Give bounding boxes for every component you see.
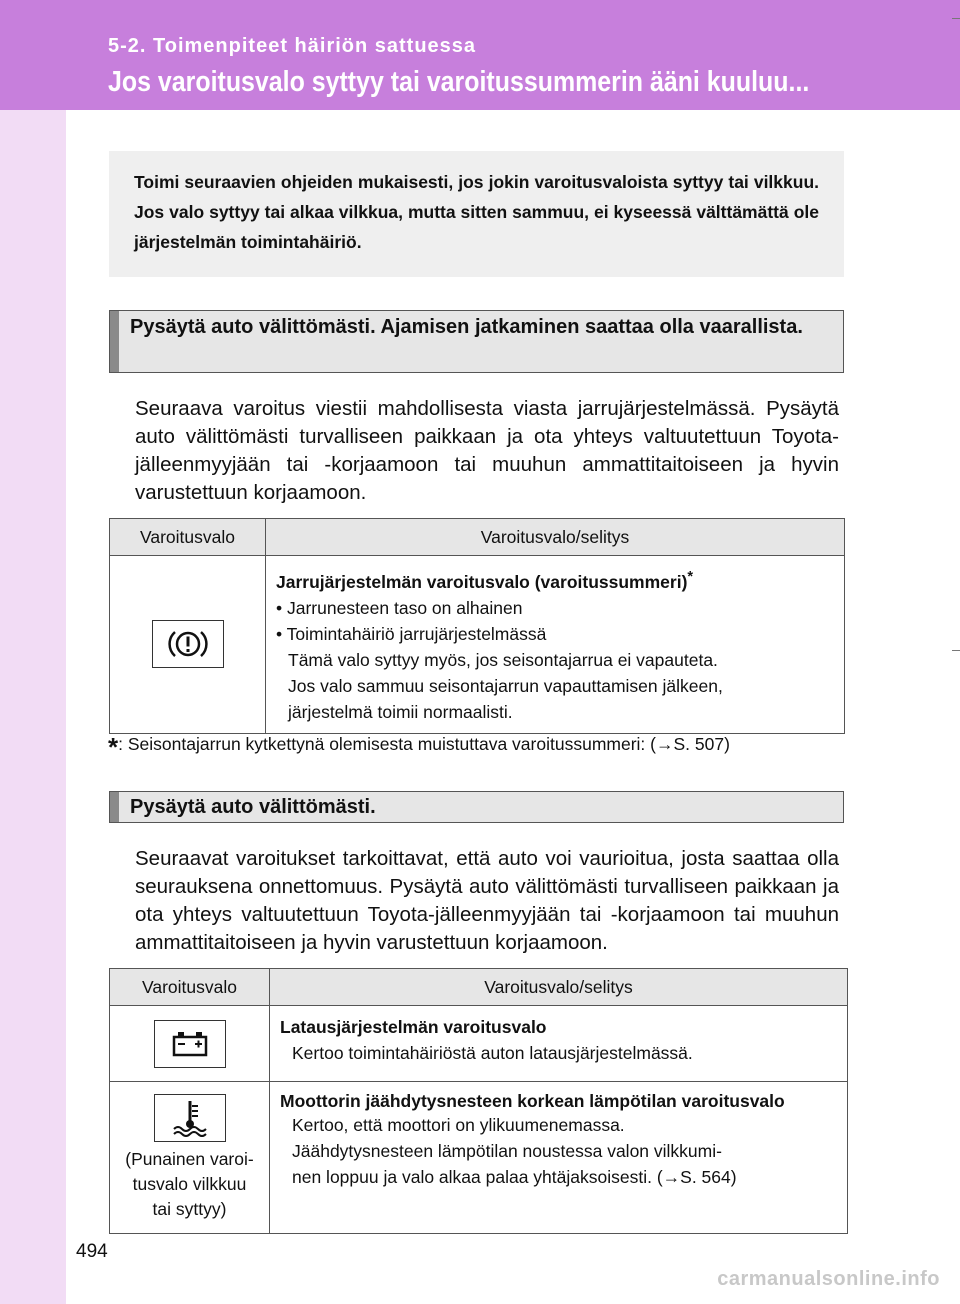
table-row <box>110 1006 848 1082</box>
col-header-description: Varoitusvalo/selitys <box>266 519 845 556</box>
brake-warning-icon <box>152 620 224 668</box>
light-title: Jarrujärjestelmän varoitusvalo (varoitussummeri)* <box>276 569 694 592</box>
warning-table-1 <box>109 518 845 734</box>
side-strip <box>0 110 66 1304</box>
header-band <box>0 0 960 110</box>
warning-table-2 <box>109 968 848 1234</box>
battery-warning-icon <box>154 1020 226 1068</box>
icon-cell <box>110 556 266 734</box>
description-cell <box>270 1082 848 1234</box>
table-row <box>110 556 845 734</box>
section2-heading: Pysäytä auto välittömästi. <box>109 791 844 823</box>
description-line: Jäähdytysnesteen lämpötilan noustessa valon vilkkumi- <box>292 1141 722 1161</box>
col-header-light: Varoitusvalo <box>110 969 270 1006</box>
bullet-item: • Jarrunesteen taso on alhainen <box>276 597 523 618</box>
section1-paragraph: Seuraava varoitus viestii mahdollisesta viasta jarrujärjestelmässä. Pysäytä auto välittömästi turvalliseen paikkaan ja ota yhteys valtuutettuun Toyota-jälleenmyyjään tai -korjaamoon tai muuhun ammattitaitoiseen ja hyvin varustettuun korjaamoon. <box>135 397 839 504</box>
icon-cell <box>110 1082 270 1234</box>
light-title: Latausjärjestelmän varoitusvalo <box>280 1017 547 1037</box>
light-title: Moottorin jäähdytysnesteen korkean lämpötilan varoitusvalo <box>280 1091 785 1111</box>
description-line: Tämä valo syttyy myös, jos seisontajarrua ei vapauteta. <box>288 649 718 670</box>
coolant-temperature-icon <box>154 1094 226 1142</box>
crop-mark <box>952 650 960 651</box>
bullet-item: • Toimintahäiriö jarrujärjestelmässä <box>276 623 547 644</box>
table-row <box>110 1082 848 1234</box>
description-cell <box>270 1006 848 1082</box>
description-line: Kertoo, että moottori on ylikuumenemassa. <box>292 1115 625 1135</box>
section1-heading: Pysäytä auto välittömästi. Ajamisen jatkaminen saattaa olla vaarallista. <box>109 310 844 373</box>
description-cell <box>266 556 845 734</box>
intro-box: Toimi seuraavien ohjeiden mukaisesti, jos jokin varoitusvaloista syttyy tai vilkkuu. Jos valo syttyy tai alkaa vilkkua, mutta sitten sammuu, ei kyseessä välttämättä ole järjestelmän toimintahäiriö. <box>109 151 844 277</box>
page-number: 494 <box>76 1241 108 1262</box>
icon-caption: (Punainen varoi- tusvalo vilkkuu tai syttyy) <box>125 1148 254 1219</box>
description-line: järjestelmä toimii normaalisti. <box>288 701 513 722</box>
col-header-light: Varoitusvalo <box>110 519 266 556</box>
crop-mark <box>952 18 960 19</box>
col-header-description: Varoitusvalo/selitys <box>270 969 848 1006</box>
section-label: 5-2. Toimenpiteet häiriön sattuessa <box>108 35 477 57</box>
icon-cell <box>110 1006 270 1082</box>
description-line: Kertoo toimintahäiriöstä auton latausjärjestelmässä. <box>292 1043 693 1063</box>
description-line: nen loppuu ja valo alkaa palaa yhtäjaksoisesti. (→S. 564) <box>292 1167 737 1187</box>
watermark: carmanualsonline.info <box>717 1268 940 1290</box>
section2-paragraph: Seuraavat varoitukset tarkoittavat, että auto voi vaurioitua, josta saattaa olla seurauksena onnettomuus. Pysäytä auto välittömästi turvalliseen paikkaan ja ota yhteys valtuutettuun Toyota-jälleenmyyjään tai -korjaamoon tai muuhun ammattitaitoiseen ja hyvin varustettuun korjaamoon. <box>135 847 839 954</box>
description-line: Jos valo sammuu seisontajarrun vapauttamisen jälkeen, <box>288 675 723 696</box>
footnote: *: Seisontajarrun kytkettynä olemisesta muistuttava varoitussummeri: (→S. 507) <box>108 732 730 762</box>
page-title: Jos varoitusvalo syttyy tai varoitussummerin ääni kuuluu... <box>108 66 810 98</box>
